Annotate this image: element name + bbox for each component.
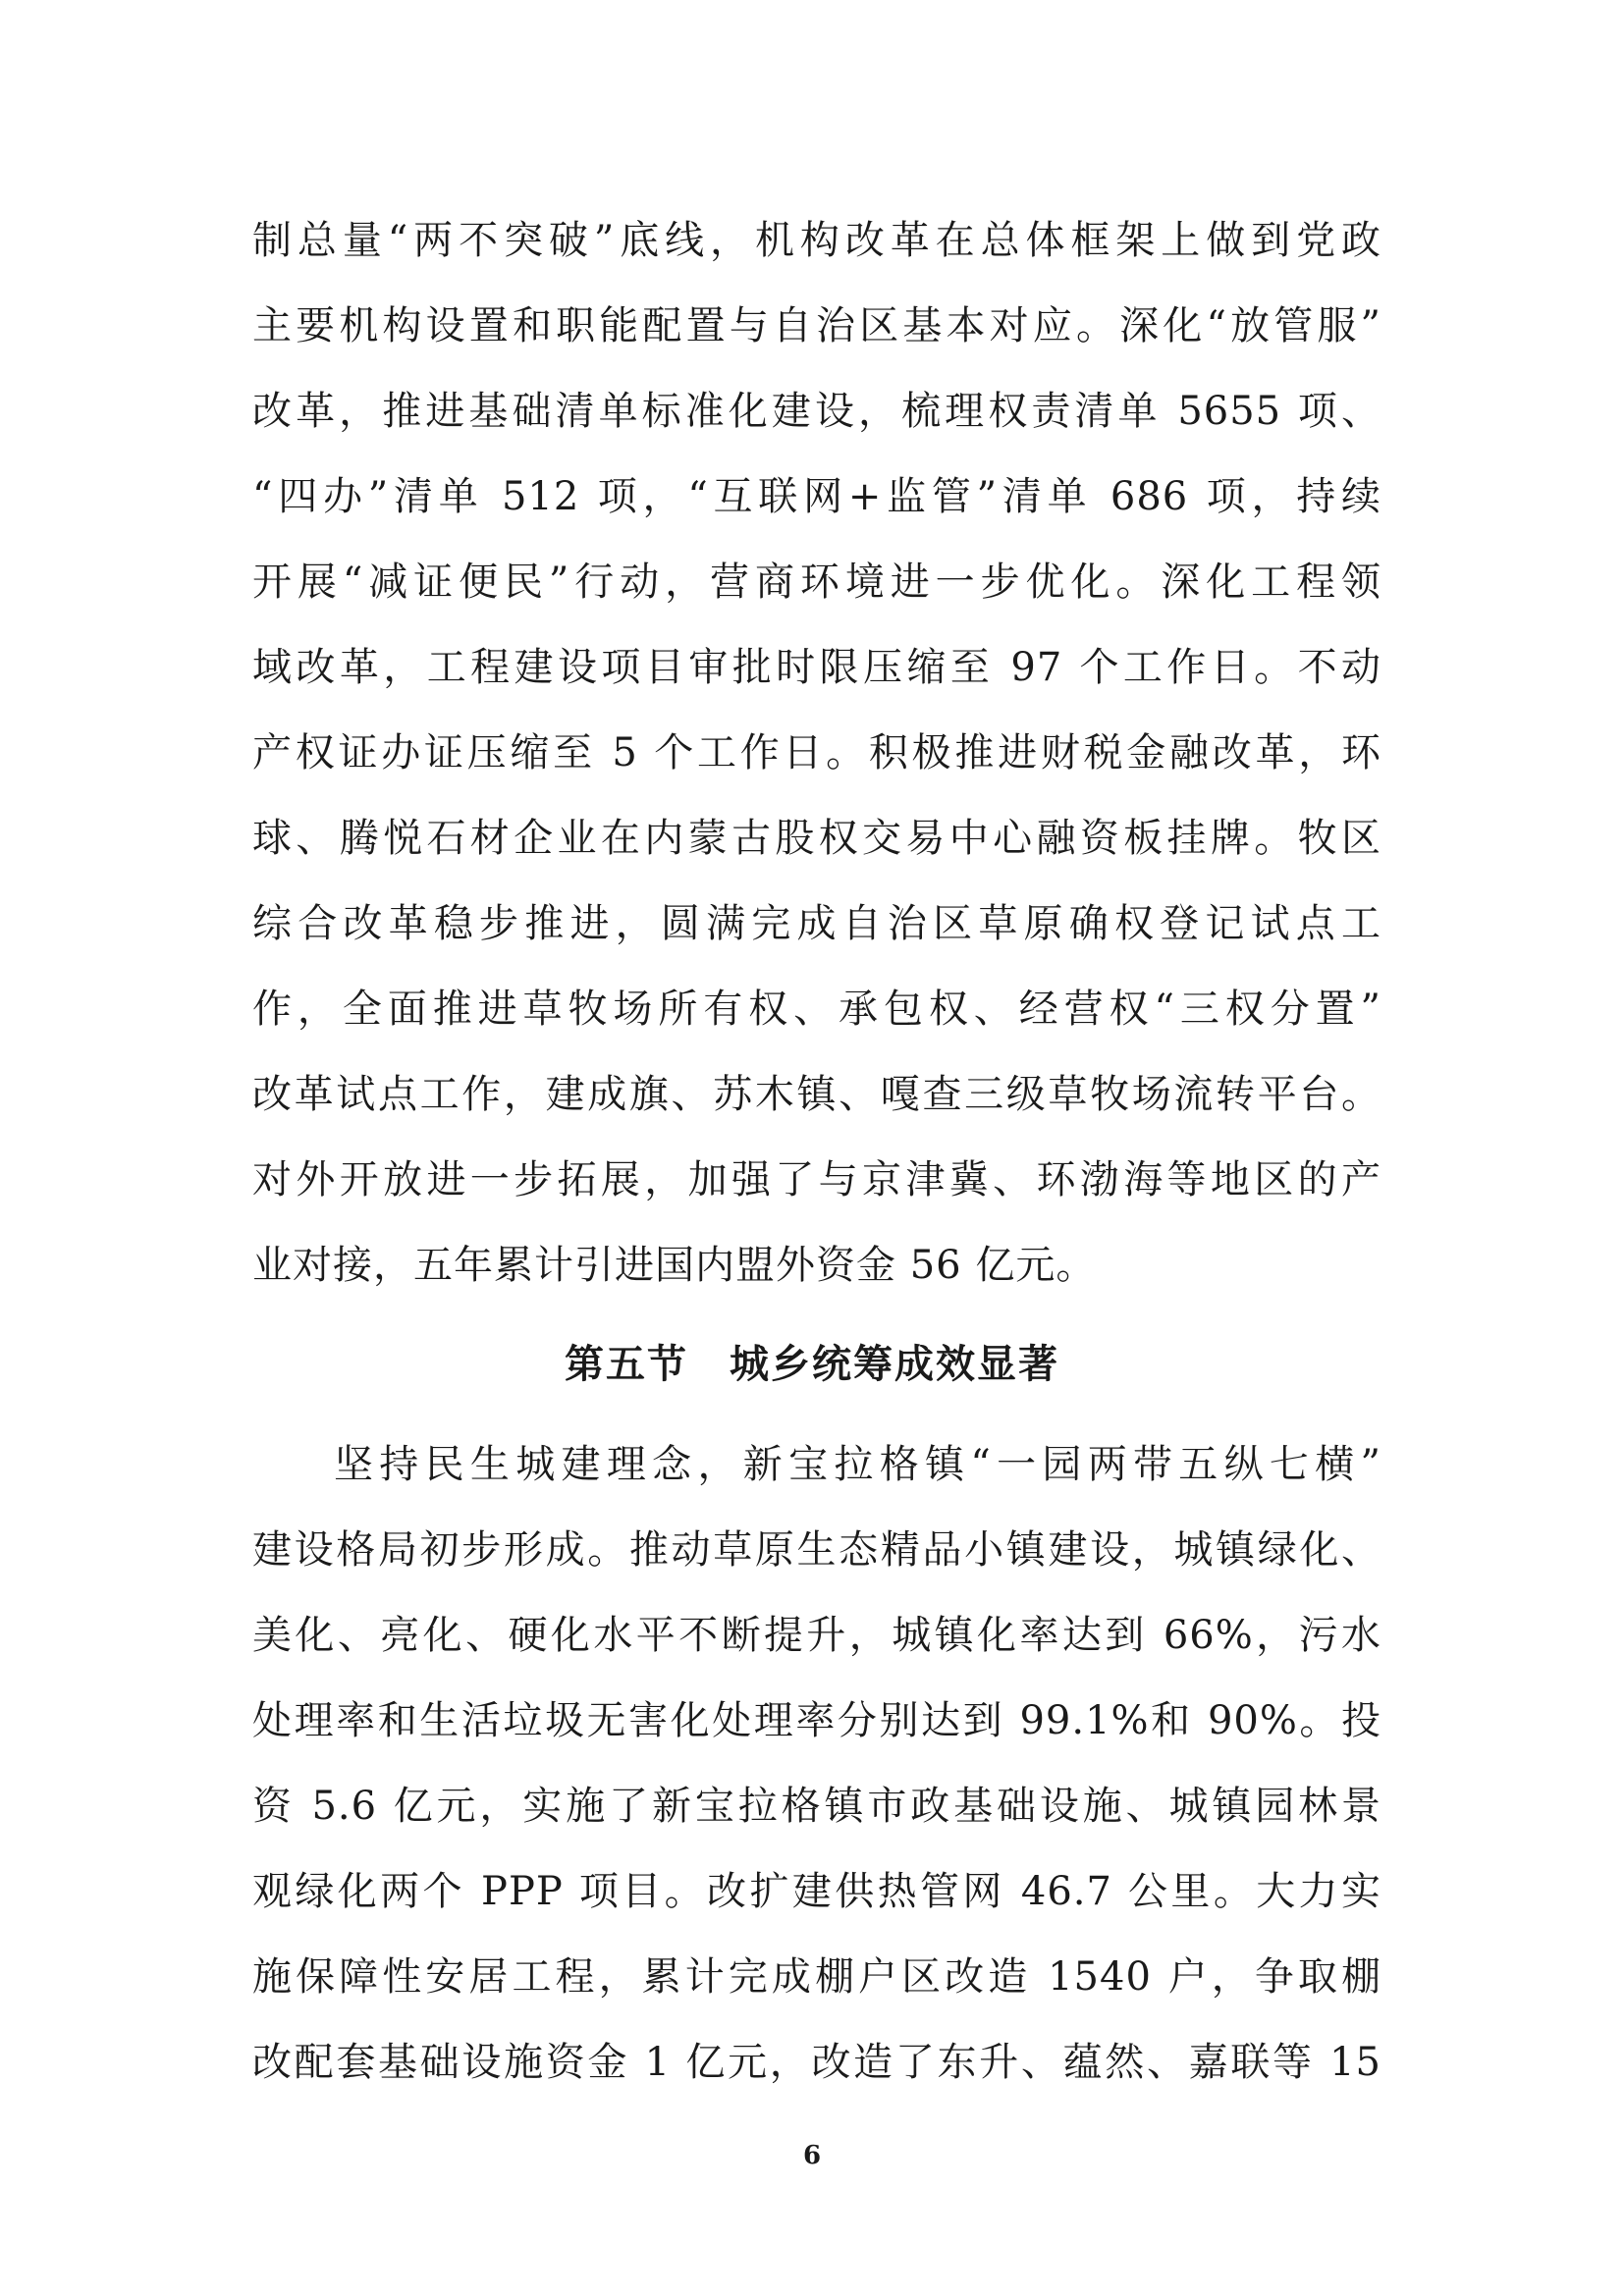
text-line: 主要机构设置和职能配置与自治区基本对应。深化“放管服” [252,303,1381,348]
text-line: “四办”清单 512 项，“互联网+监管”清单 686 项，持续 [252,474,1381,519]
text-line: 资 5.6 亿元，实施了新宝拉格镇市政基础设施、城镇园林景 [252,1784,1381,1829]
text-line: 观绿化两个 PPP 项目。改扩建供热管网 46.7 公里。大力实 [252,1869,1381,1914]
text-line: 作，全面推进草牧场所有权、承包权、经营权“三权分置” [252,987,1381,1032]
text-line: 改配套基础设施资金 1 亿元，改造了东升、蕴然、嘉联等 15 [252,2040,1381,2085]
text-line: 施保障性安居工程，累计完成棚户区改造 1540 户，争取棚 [252,1954,1381,2000]
text-line: 美化、亮化、硬化水平不断提升，城镇化率达到 66%，污水 [252,1613,1381,1658]
text-line: 业对接，五年累计引进国内盟外资金 56 亿元。 [252,1243,1097,1288]
section-heading: 第五节 城乡统筹成效显著 [565,1341,1059,1387]
text-line: 产权证办证压缩至 5 个工作日。积极推进财税金融改革，环 [252,730,1381,775]
text-line: 综合改革稳步推进，圆满完成自治区草原确权登记试点工 [252,901,1381,946]
text-line: 制总量“两不突破”底线，机构改革在总体框架上做到党政 [252,218,1381,263]
text-line: 坚持民生城建理念，新宝拉格镇“一园两带五纵七横” [334,1442,1381,1487]
text-line: 域改革，工程建设项目审批时限压缩至 97 个工作日。不动 [252,645,1381,690]
text-line: 处理率和生活垃圾无害化处理率分别达到 99.1%和 90%。投 [252,1698,1381,1743]
text-line: 建设格局初步形成。推动草原生态精品小镇建设，城镇绿化、 [252,1527,1381,1573]
text-line: 球、腾悦石材企业在内蒙古股权交易中心融资板挂牌。牧区 [252,816,1381,861]
text-line: 开展“减证便民”行动，营商环境进一步优化。深化工程领 [252,560,1381,605]
page-number: 6 [802,2141,822,2170]
text-line: 对外开放进一步拓展，加强了与京津冀、环渤海等地区的产 [252,1157,1381,1202]
text-line: 改革试点工作，建成旗、苏木镇、嘎查三级草牧场流转平台。 [252,1072,1381,1117]
text-line: 改革，推进基础清单标准化建设，梳理权责清单 5655 项、 [252,389,1381,434]
